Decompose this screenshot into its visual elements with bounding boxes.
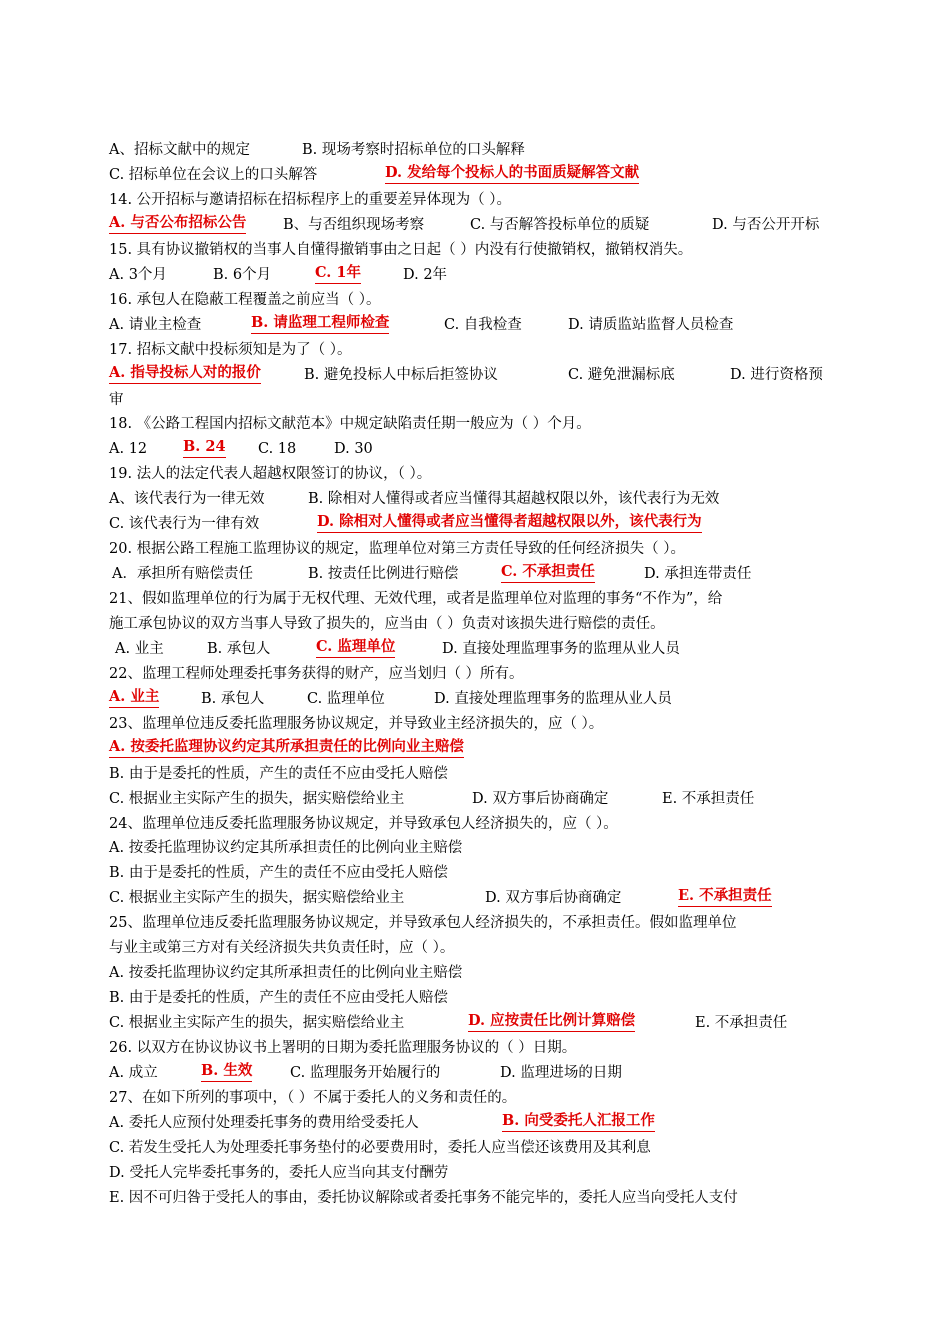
correct-answer-option-d: D. 除相对人懂得或者应当懂得者超越权限以外，该代表行为 xyxy=(317,512,702,533)
option-a: A．承担所有赔偿责任 xyxy=(112,566,253,582)
option-b: B. 由于是委托的性质，产生的责任不应由受托人赔偿 xyxy=(109,766,448,782)
answer-options-line xyxy=(109,861,844,885)
option-d: D. 双方事后协商确定 xyxy=(485,890,622,906)
question-19 xyxy=(109,462,844,486)
correct-answer-option-a: A. 指导投标人对的报价 xyxy=(109,363,261,384)
question-text: 15. 具有协议撤销权的当事人自懂得撤销事由之日起（ ）内没有行使撤销权，撤销权消失。 xyxy=(109,242,693,258)
answer-options-line xyxy=(109,263,844,287)
question-text: 18. 《公路工程国内招标文献范本》中规定缺陷责任期一般应为（ ）个月。 xyxy=(109,416,591,432)
answer-options-line xyxy=(109,836,844,860)
option-c: C. 根据业主实际产生的损失，据实赔偿给业主 xyxy=(109,890,405,906)
option-b: B. 避免投标人中标后拒签协议 xyxy=(304,367,498,383)
question-25-continuation xyxy=(109,936,844,960)
answer-options-line xyxy=(109,961,844,985)
question-18 xyxy=(109,412,844,436)
question-16 xyxy=(109,288,844,312)
correct-answer-option-b: B. 24 xyxy=(183,437,226,458)
option-d-continuation xyxy=(109,388,844,412)
correct-answer-option-e: E. 不承担责任 xyxy=(678,886,772,907)
correct-answer-option-b: B. 向受委托人汇报工作 xyxy=(502,1111,655,1132)
question-21 xyxy=(109,587,844,611)
option-b: B. 除相对人懂得或者应当懂得其超越权限以外，该代表行为无效 xyxy=(308,491,720,507)
question-20 xyxy=(109,537,844,561)
correct-answer-option-a: A. 与否公布招标公告 xyxy=(109,213,246,234)
option-d: D. 与否公开开标 xyxy=(712,217,820,233)
option-b: B. 现场考察时招标单位的口头解释 xyxy=(302,142,525,158)
answer-options-line xyxy=(109,1111,844,1135)
answer-options-line xyxy=(109,437,844,461)
correct-answer-option-d: D. 应按责任比例计算赔偿 xyxy=(468,1011,635,1032)
answer-options-line xyxy=(109,163,844,187)
question-15 xyxy=(109,238,844,262)
option-c: C. 招标单位在会议上的口头解答 xyxy=(109,167,318,183)
answer-options-line xyxy=(109,787,844,811)
answer-options-line xyxy=(109,986,844,1010)
correct-answer-option-b: B. 生效 xyxy=(201,1061,252,1082)
option-a: A. 3个月 xyxy=(109,267,167,283)
answer-options-line xyxy=(109,637,844,661)
option-c: C. 该代表行为一律有效 xyxy=(109,516,260,532)
option-d: D. 请质监站监督人员检查 xyxy=(568,317,734,333)
question-text: 与业主或第三方对有关经济损失共负责任时，应（ ）。 xyxy=(109,940,455,956)
option-a: A. 12 xyxy=(109,441,148,457)
answer-options-line xyxy=(109,737,844,761)
answer-options-line xyxy=(109,313,844,337)
question-22 xyxy=(109,662,844,686)
option-d: D. 双方事后协商确定 xyxy=(472,791,609,807)
option-e: E. 不承担责任 xyxy=(662,791,755,807)
question-26 xyxy=(109,1036,844,1060)
question-text: 26. 以双方在协议协议书上署明的日期为委托监理服务协议的（ ）日期。 xyxy=(109,1040,577,1056)
option-d: D. 受托人完毕委托事务的，委托人应当向其支付酬劳 xyxy=(109,1165,449,1181)
answer-options-line xyxy=(109,512,844,536)
question-27 xyxy=(109,1086,844,1110)
answer-options-line xyxy=(109,562,844,586)
question-text: 19. 法人的法定代表人超越权限签订的协议，（ ）。 xyxy=(109,466,432,482)
option-a: A. 业主 xyxy=(115,641,164,657)
option-b: B、与否组织现场考察 xyxy=(283,217,425,233)
option-c: C. 与否解答投标单位的质疑 xyxy=(470,217,650,233)
continuation-text: 审 xyxy=(109,392,124,408)
option-d: D. 承担连带责任 xyxy=(644,566,752,582)
answer-options-line xyxy=(109,687,844,711)
option-a: A. 成立 xyxy=(109,1065,158,1081)
option-d: D. 监理进场的日期 xyxy=(500,1065,622,1081)
question-17 xyxy=(109,338,844,362)
option-b: B. 按责任比例进行赔偿 xyxy=(308,566,459,582)
option-c: C. 18 xyxy=(258,441,297,457)
question-25 xyxy=(109,911,844,935)
question-text: 27、在如下所列的事项中，（ ）不属于委托人的义务和责任的。 xyxy=(109,1090,517,1106)
option-b: B. 由于是委托的性质，产生的责任不应由受托人赔偿 xyxy=(109,865,448,881)
answer-options-line xyxy=(109,1161,844,1185)
answer-options-line xyxy=(109,213,844,237)
question-text: 施工承包协议的双方当事人导致了损失的，应当由（ ）负责对该损失进行赔偿的责任。 xyxy=(109,616,665,632)
option-e: E. 因不可归咎于受托人的事由，委托协议解除或者委托事务不能完毕的，委托人应当向受托人支付 xyxy=(109,1190,738,1206)
answer-options-line xyxy=(109,487,844,511)
question-text: 14. 公开招标与邀请招标在招标程序上的重要差异体现为（ ）。 xyxy=(109,192,512,208)
answer-options-line xyxy=(109,886,844,910)
option-c: C. 根据业主实际产生的损失，据实赔偿给业主 xyxy=(109,1015,405,1031)
question-text: 25、监理单位违反委托监理服务协议规定，并导致承包人经济损失的，不承担责任。假如监理单位 xyxy=(109,915,737,931)
option-c: C. 若发生受托人为处理委托事务垫付的必要费用时，委托人应当偿还该费用及其利息 xyxy=(109,1140,651,1156)
correct-answer-option-c: C. 1年 xyxy=(315,263,361,284)
answer-options-line xyxy=(109,138,844,162)
answer-options-line xyxy=(109,762,844,786)
option-b: B. 承包人 xyxy=(201,691,265,707)
option-b: B. 6个月 xyxy=(213,267,272,283)
question-text: 17. 招标文献中投标须知是为了（ ）。 xyxy=(109,342,352,358)
correct-answer-option-c: C. 不承担责任 xyxy=(501,562,595,583)
answer-options-line xyxy=(109,363,844,387)
answer-options-line xyxy=(109,1011,844,1035)
question-24 xyxy=(109,812,844,836)
option-c: C. 根据业主实际产生的损失，据实赔偿给业主 xyxy=(109,791,405,807)
option-c: C. 避免泄漏标底 xyxy=(568,367,675,383)
option-a: A. 按委托监理协议约定其所承担责任的比例向业主赔偿 xyxy=(109,840,463,856)
correct-answer-option-a: A. 业主 xyxy=(109,687,159,708)
option-d: D. 30 xyxy=(334,441,373,457)
question-text: 24、监理单位违反委托监理服务协议规定，并导致承包人经济损失的，应（ ）。 xyxy=(109,816,618,832)
option-a: A. 按委托监理协议约定其所承担责任的比例向业主赔偿 xyxy=(109,965,463,981)
question-text: 21、假如监理单位的行为属于无权代理、无效代理，或者是监理单位对监理的事务“不作为”，给 xyxy=(109,591,723,607)
option-b: B. 由于是委托的性质，产生的责任不应由受托人赔偿 xyxy=(109,990,448,1006)
option-e: E. 不承担责任 xyxy=(695,1015,788,1031)
option-c: C. 监理单位 xyxy=(307,691,385,707)
option-a: A、该代表行为一律无效 xyxy=(109,491,265,507)
answer-options-line xyxy=(109,1186,844,1210)
question-text: 23、监理单位违反委托监理服务协议规定，并导致业主经济损失的，应（ ）。 xyxy=(109,716,604,732)
option-b: B. 承包人 xyxy=(207,641,271,657)
option-d: D. 进行资格预 xyxy=(730,367,823,383)
correct-answer-option-d: D. 发给每个投标人的书面质疑解答文献 xyxy=(385,163,639,184)
question-21-continuation xyxy=(109,612,844,636)
option-a: A. 委托人应预付处理委托事务的费用给受委托人 xyxy=(109,1115,419,1131)
question-23 xyxy=(109,712,844,736)
option-a: A. 请业主检查 xyxy=(109,317,202,333)
question-14 xyxy=(109,188,844,212)
answer-options-line xyxy=(109,1061,844,1085)
question-text: 22、监理工程师处理委托事务获得的财产，应当划归（ ）所有。 xyxy=(109,666,524,682)
correct-answer-option-a: A. 按委托监理协议约定其所承担责任的比例向业主赔偿 xyxy=(109,737,464,758)
option-d: D. 2年 xyxy=(403,267,448,283)
option-a: A、招标文献中的规定 xyxy=(109,142,250,158)
option-c: C. 监理服务开始履行的 xyxy=(290,1065,441,1081)
question-text: 20. 根据公路工程施工监理协议的规定，监理单位对第三方责任导致的任何经济损失（ ）。 xyxy=(109,541,686,557)
correct-answer-option-c: C. 监理单位 xyxy=(316,637,395,658)
answer-options-line xyxy=(109,1136,844,1160)
option-c: C. 自我检查 xyxy=(444,317,522,333)
option-d: D. 直接处理监理事务的监理从业人员 xyxy=(442,641,680,657)
option-d: D. 直接处理监理事务的监理从业人员 xyxy=(434,691,672,707)
question-text: 16. 承包人在隐蔽工程覆盖之前应当（ ）。 xyxy=(109,292,381,308)
correct-answer-option-b: B. 请监理工程师检查 xyxy=(251,313,389,334)
